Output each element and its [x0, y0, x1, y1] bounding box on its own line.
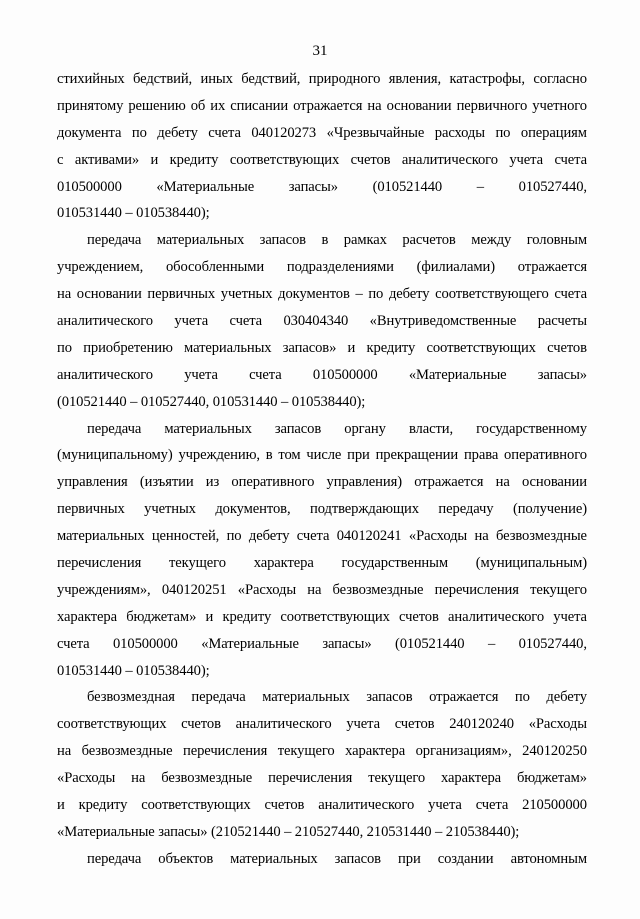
word: отражается	[429, 689, 499, 706]
text-line	[57, 254, 587, 281]
word: документов,	[215, 501, 291, 518]
text-line	[57, 227, 587, 254]
word: аналитического	[235, 716, 332, 733]
word: 010500000	[112, 635, 178, 652]
word: кредиту	[169, 151, 219, 168]
word: передачу	[438, 501, 494, 518]
word: 010527440,	[518, 178, 587, 195]
text-line	[57, 281, 587, 308]
word: 210500000	[522, 797, 587, 814]
word: «Внутриведомственные	[369, 313, 517, 330]
word: явления,	[388, 71, 442, 87]
word: учета	[553, 608, 587, 625]
word: органу	[344, 420, 386, 437]
word: дебету	[388, 286, 430, 303]
word: (получение)	[512, 501, 587, 518]
word: бедствий,	[241, 71, 301, 87]
word: на	[474, 528, 489, 545]
word: первичного	[456, 97, 528, 114]
word: об	[190, 97, 206, 114]
word: в	[321, 232, 329, 249]
text-line	[57, 389, 587, 416]
word: аналитического	[57, 313, 153, 330]
word: 040120273	[251, 124, 317, 141]
word: числе	[306, 447, 342, 464]
word: из	[205, 474, 220, 491]
word: аналитического	[448, 608, 545, 625]
word: кредиту	[78, 797, 128, 814]
word: запасов	[259, 232, 306, 249]
word: кредиту	[222, 608, 272, 625]
word: безвозмездные	[332, 581, 424, 598]
word: бюджетам»	[516, 770, 587, 787]
word: материальных	[184, 339, 272, 356]
word: «Расходы	[237, 581, 297, 598]
word: государственным	[341, 555, 448, 572]
word: при	[347, 447, 370, 464]
word: учета	[509, 151, 543, 168]
word: и	[150, 151, 159, 168]
word: организациям»,	[415, 743, 512, 760]
word: счетов	[399, 608, 439, 625]
text-line	[57, 523, 587, 550]
word: обособленными	[165, 259, 265, 276]
word: в	[265, 447, 273, 464]
word: их	[210, 97, 226, 114]
text-line	[57, 120, 587, 147]
word: оперативного	[504, 447, 587, 464]
word: перечисления	[57, 555, 142, 572]
text-line	[57, 93, 587, 120]
word: счета	[57, 635, 90, 652]
word: «Расходы	[408, 528, 468, 545]
word: соответствующих	[229, 151, 340, 168]
word: учета	[174, 313, 209, 330]
word: счета	[229, 313, 263, 330]
text-line	[57, 550, 587, 577]
word: безвозмездные	[161, 770, 253, 787]
text-line	[57, 308, 587, 335]
word: перечисления	[183, 743, 268, 760]
text-line	[57, 442, 587, 469]
word: решению	[128, 97, 186, 114]
word: подразделениями	[286, 259, 394, 276]
text-line	[57, 362, 587, 389]
word: и	[347, 339, 356, 356]
word: иных	[200, 71, 233, 87]
word: документов	[278, 286, 350, 303]
word: «Расходы	[528, 716, 587, 733]
word: соответствующих	[57, 716, 167, 733]
word: катастрофы,	[449, 71, 525, 87]
word: и	[205, 608, 214, 625]
word: перечисления	[434, 581, 519, 598]
word: счета	[554, 286, 587, 303]
word: безвозмездные	[81, 743, 173, 760]
text-line-content: (010521440 – 010527440, 010531440 – 010538440);	[57, 393, 366, 410]
word: документа	[57, 124, 122, 141]
text-line	[57, 631, 587, 658]
word: «Чрезвычайные	[326, 124, 425, 141]
text-line	[57, 577, 587, 604]
text-line	[57, 200, 587, 227]
word: счетов	[264, 797, 305, 814]
word: 240120240	[449, 716, 514, 733]
word: характера	[253, 555, 314, 572]
word: характера	[57, 608, 117, 625]
word: активами»	[74, 151, 140, 168]
word: соответствующих	[280, 608, 390, 625]
word: оперативного	[231, 474, 315, 491]
word: отражается	[414, 474, 484, 491]
word: создании	[437, 850, 494, 867]
word: основании	[521, 474, 587, 491]
word: первичных	[147, 286, 216, 303]
word: автономным	[510, 850, 587, 867]
word: безвозмездная	[87, 689, 175, 706]
word: управления	[57, 474, 128, 491]
word: расчетов	[402, 232, 456, 249]
page-number: 31	[312, 43, 328, 59]
text-line-content: «Материальные запасы» (210521440 – 210527440, 210531440 – 210538440);	[57, 823, 520, 840]
text-line	[57, 792, 587, 819]
word: счетов	[547, 339, 587, 356]
word: «Расходы	[57, 770, 116, 787]
word: учета	[428, 797, 462, 814]
word: управления)	[326, 474, 402, 491]
word: на	[495, 474, 510, 491]
word: головным	[526, 232, 587, 249]
word: материальных	[164, 420, 252, 437]
word: подтверждающих	[310, 501, 419, 518]
text-line	[57, 174, 587, 201]
text-line	[57, 711, 587, 738]
word: материальных	[262, 689, 350, 706]
word: характера	[441, 770, 502, 787]
word: рамках	[343, 232, 387, 249]
word: счета	[249, 366, 282, 383]
text-line	[57, 765, 587, 792]
word: 240120250	[522, 743, 587, 760]
text-line	[57, 416, 587, 443]
word: передача	[87, 420, 142, 437]
word: текущего	[530, 581, 587, 598]
word: соответствующих	[141, 797, 251, 814]
word: аналитического	[318, 797, 415, 814]
word: (филиалами)	[416, 259, 495, 276]
word: счета	[296, 528, 330, 545]
word: «Материальные	[201, 635, 299, 652]
word: материальных	[230, 850, 318, 867]
word: (изъятии	[139, 474, 194, 491]
word: на	[57, 743, 72, 760]
word: материальных	[156, 232, 245, 249]
word: (010521440	[372, 178, 443, 195]
text-line	[57, 335, 587, 362]
word: дебету	[157, 124, 198, 141]
word: 030404340	[283, 313, 349, 330]
word: по	[131, 124, 147, 141]
word: операциям	[520, 124, 587, 141]
word: «Материальные	[408, 366, 507, 383]
word: приобретению	[83, 339, 173, 356]
word: 040120241	[336, 528, 402, 545]
document-body-text	[57, 66, 587, 873]
word: дебету	[248, 528, 290, 545]
word: соответствующих	[426, 339, 536, 356]
word: на	[367, 97, 382, 114]
word: принятому	[57, 97, 124, 114]
word: «Материальные	[156, 178, 255, 195]
word: по	[57, 339, 72, 356]
word: основании	[386, 97, 452, 114]
word: (муниципальным)	[475, 555, 587, 572]
word: с	[57, 151, 64, 168]
word: основании	[76, 286, 142, 303]
word: 010500000	[57, 178, 122, 195]
word: расчеты	[537, 313, 587, 330]
word: учреждению,	[178, 447, 260, 464]
word: (муниципальному)	[57, 447, 173, 464]
word: отражается	[293, 97, 363, 114]
word: счетов	[350, 151, 391, 168]
word: –	[487, 635, 496, 652]
word: по	[226, 528, 242, 545]
text-line	[57, 469, 587, 496]
word: расходы	[434, 124, 485, 141]
word: запасов»	[282, 339, 337, 356]
word: природного	[308, 71, 381, 87]
word: 040120251	[161, 581, 227, 598]
word: объектов	[158, 850, 214, 867]
word: счета	[475, 797, 509, 814]
word: текущего	[368, 770, 426, 787]
word: передача	[87, 850, 142, 867]
word: текущего	[277, 743, 335, 760]
word: запасы»	[322, 635, 372, 652]
word: счетов	[394, 716, 435, 733]
word: согласно	[533, 71, 587, 87]
word: дебету	[546, 689, 587, 706]
word: перечисления	[268, 770, 353, 787]
word: при	[398, 850, 421, 867]
word: учреждениям»,	[57, 581, 151, 598]
word: прекращении	[375, 447, 459, 464]
word: (010521440	[394, 635, 465, 652]
word: государственному	[476, 420, 587, 437]
word: счетов	[181, 716, 221, 733]
word: счета	[554, 151, 587, 168]
word: аналитического	[57, 366, 153, 383]
text-line	[57, 604, 587, 631]
word: текущего	[169, 555, 226, 572]
word: –	[476, 178, 484, 195]
word: первичных	[57, 501, 125, 518]
word: передача	[191, 689, 246, 706]
word: учреждением,	[57, 259, 144, 276]
text-line	[57, 684, 587, 711]
word: запасов	[366, 689, 413, 706]
word: запасы»	[288, 178, 338, 195]
word: учетного	[532, 97, 587, 114]
text-line	[57, 147, 587, 174]
word: учетных	[220, 286, 273, 303]
word: запасов	[334, 850, 381, 867]
word: и	[57, 797, 65, 814]
word: на	[307, 581, 322, 598]
word: на	[57, 286, 72, 303]
word: материальных	[57, 528, 145, 545]
word: том	[278, 447, 301, 464]
word: права	[463, 447, 499, 464]
word: 010500000	[312, 366, 378, 383]
word: бедствий,	[133, 71, 193, 87]
word: ценностей,	[151, 528, 220, 545]
text-line	[57, 66, 587, 93]
word: учета	[184, 366, 218, 383]
word: счета	[208, 124, 241, 141]
word: списании	[230, 97, 289, 114]
text-line	[57, 846, 587, 873]
word: учета	[346, 716, 380, 733]
text-line	[57, 496, 587, 523]
word: безвозмездные	[496, 528, 587, 545]
word: запасов	[274, 420, 322, 437]
word: –	[355, 286, 363, 303]
word: между	[471, 232, 512, 249]
word: передача	[87, 232, 142, 249]
word: отражается	[517, 259, 587, 276]
word: учетных	[144, 501, 196, 518]
text-line-content: 010531440 – 010538440);	[57, 662, 210, 679]
word: запасы»	[537, 366, 587, 383]
text-line	[57, 738, 587, 765]
word: стихийных	[57, 71, 125, 87]
word: соответствующего	[435, 286, 549, 303]
word: по	[495, 124, 511, 141]
text-line	[57, 658, 587, 685]
word: власти,	[408, 420, 454, 437]
text-line-content: 010531440 – 010538440);	[57, 205, 210, 222]
word: кредиту	[366, 339, 416, 356]
word: аналитического	[401, 151, 498, 168]
word: на	[131, 770, 146, 787]
word: по	[368, 286, 384, 303]
word: характера	[345, 743, 406, 760]
word: 010527440,	[518, 635, 587, 652]
word: бюджетам»	[126, 608, 197, 625]
word: по	[514, 689, 530, 706]
text-line	[57, 819, 587, 846]
